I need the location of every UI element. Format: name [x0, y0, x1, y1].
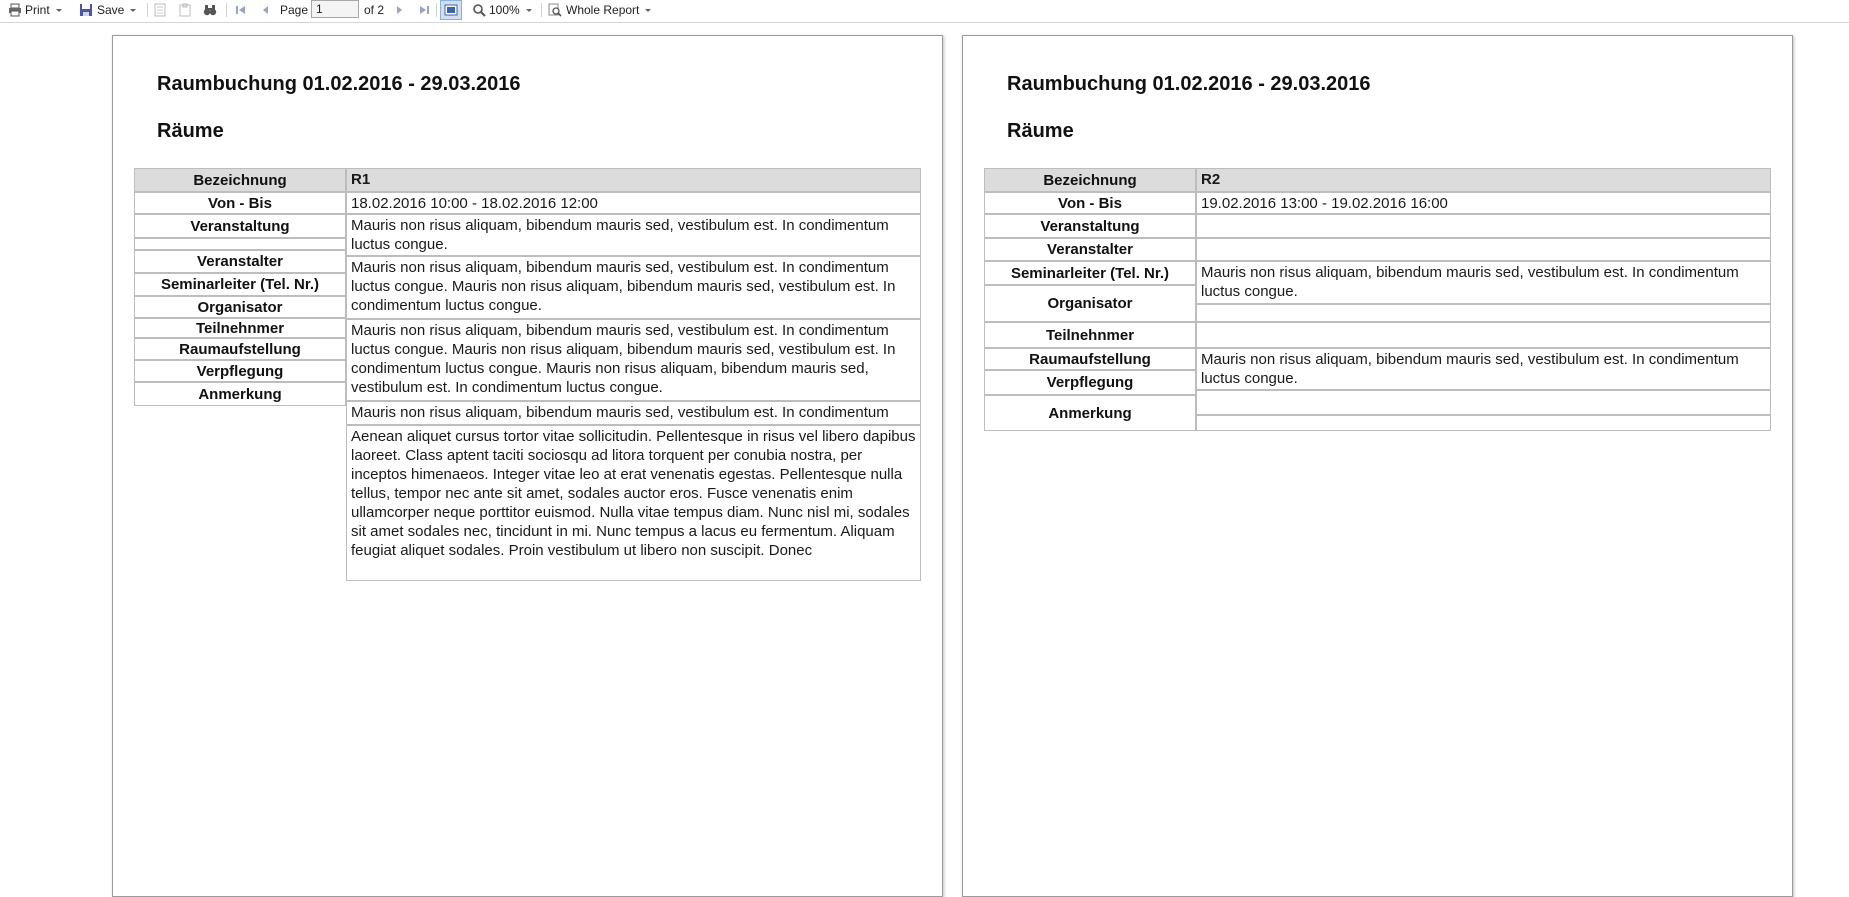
- value-von-bis: 18.02.2016 10:00 - 18.02.2016 12:00: [346, 192, 921, 214]
- search-document-icon: [548, 3, 562, 17]
- printer-icon: [8, 3, 22, 17]
- save-button[interactable]: [79, 1, 136, 19]
- label-veranstalter: Veranstalter: [984, 238, 1196, 261]
- magnifier-icon: [472, 3, 486, 17]
- floppy-disk-icon: [79, 3, 93, 17]
- label-bezeichnung: Bezeichnung: [134, 168, 346, 192]
- page-count: of 2: [364, 3, 385, 17]
- last-page-button[interactable]: [417, 1, 431, 19]
- label-teilnehmer: Teilnehnmer: [984, 322, 1196, 348]
- last-page-icon: [417, 3, 431, 17]
- label-veranstaltung: Veranstaltung: [984, 214, 1196, 238]
- label-seminarleiter: Seminarleiter (Tel. Nr.): [984, 261, 1196, 285]
- view-mode-label: Whole Report: [566, 3, 640, 17]
- value-teilnehmer: [1196, 322, 1771, 348]
- toolbar-divider: [226, 3, 227, 17]
- label-organisator: Organisator: [134, 296, 346, 318]
- toolbar-divider: [541, 3, 542, 17]
- zoom-value: 100%: [489, 3, 520, 17]
- value-verpflegung: [1196, 390, 1771, 415]
- page-view-icon: [444, 3, 458, 17]
- toolbar-divider: [436, 3, 437, 17]
- find-button[interactable]: [203, 1, 217, 19]
- chevron-left-icon: [259, 3, 273, 17]
- report-page-2: [962, 35, 1793, 897]
- view-mode-dropdown[interactable]: [548, 1, 651, 19]
- print-button[interactable]: [8, 1, 62, 19]
- document-icon: [153, 3, 167, 17]
- page-view-toggle-button[interactable]: [440, 0, 462, 20]
- value-anmerkung: [1196, 415, 1771, 431]
- zoom-dropdown[interactable]: [472, 1, 532, 19]
- label-teilnehmer: Teilnehnmer: [134, 318, 346, 338]
- value-raumaufstellung: Mauris non risus aliquam, bibendum mauris sed, vestibulum est. In condimentum luctus congue.: [1196, 348, 1771, 390]
- label-anmerkung: Anmerkung: [984, 395, 1196, 431]
- value-veranstaltung: [1196, 214, 1771, 238]
- value-bezeichnung: R1: [346, 168, 921, 192]
- save-label: Save: [97, 3, 125, 17]
- value-text-3: Mauris non risus aliquam, bibendum mauris sed, vestibulum est. In condimentum luctus congue. Mauris non risus aliquam, bibendum mauris sed, vestibulum est. In condimentum luctus congue. Mauris non risus aliquam, bibendum mauris sed, vestibulum est. In condimentum luctus congue.: [346, 319, 921, 401]
- binoculars-icon: [203, 3, 217, 17]
- print-label: Print: [25, 3, 50, 17]
- first-page-icon: [234, 3, 248, 17]
- report-subtitle: Räume: [157, 120, 224, 142]
- single-page-button[interactable]: [153, 1, 167, 19]
- report-subtitle: Räume: [1007, 120, 1074, 142]
- value-text-4: Mauris non risus aliquam, bibendum mauris sed, vestibulum est. In condimentum: [346, 401, 921, 425]
- page-label: Page: [280, 3, 309, 17]
- report-page-1: [112, 35, 943, 897]
- value-veranstalter: [1196, 238, 1771, 261]
- clipboard-icon: [178, 3, 192, 17]
- label-verpflegung: Verpflegung: [984, 370, 1196, 395]
- report-title: Raumbuchung 01.02.2016 - 29.03.2016: [1007, 73, 1371, 95]
- value-von-bis: 19.02.2016 13:00 - 19.02.2016 16:00: [1196, 192, 1771, 214]
- next-page-button[interactable]: [392, 1, 406, 19]
- toolbar-divider: [147, 3, 148, 17]
- label-verpflegung: Verpflegung: [134, 360, 346, 382]
- value-text-5: Aenean aliquet cursus tortor vitae sollicitudin. Pellentesque in risus vel libero dapibus laoreet. Class aptent taciti sociosqu ad litora torquent per conubia nostra, per inceptos himenaeos. Integer vitae leo at erat venenatis egestas. Pellentesque nulla tellus, tempor nec ante sit amet, sodales auctor eros. Fusce venenatis enim ullamcorper neque porttitor euismod. Nulla vitae tempus diam. Nunc nisl mi, sodales sit amet sodales nec, tincidunt in mi. Nunc tempus a lacus eu fermentum. Aliquam feugiat aliquet sodales. Proin vestibulum ut libero non suscipit. Donec: [346, 425, 921, 581]
- chevron-down-icon: [645, 9, 651, 12]
- label-veranstaltung: Veranstaltung: [134, 214, 346, 238]
- value-organisator: [1196, 304, 1771, 322]
- chevron-down-icon: [56, 9, 62, 12]
- label-bezeichnung: Bezeichnung: [984, 168, 1196, 192]
- page-number-input[interactable]: [311, 0, 359, 18]
- value-seminarleiter: Mauris non risus aliquam, bibendum mauris sed, vestibulum est. In condimentum luctus congue.: [1196, 261, 1771, 304]
- previous-page-button[interactable]: [259, 1, 273, 19]
- label-von-bis: Von - Bis: [984, 192, 1196, 214]
- report-title: Raumbuchung 01.02.2016 - 29.03.2016: [157, 73, 521, 95]
- label-organisator: Organisator: [984, 285, 1196, 322]
- chevron-down-icon: [526, 9, 532, 12]
- label-raumaufstellung: Raumaufstellung: [134, 338, 346, 360]
- value-text-1: Mauris non risus aliquam, bibendum mauris sed, vestibulum est. In condimentum luctus congue.: [346, 214, 921, 256]
- chevron-right-icon: [392, 3, 406, 17]
- label-empty: [134, 238, 346, 250]
- label-von-bis: Von - Bis: [134, 192, 346, 214]
- report-viewer-toolbar: [0, 0, 1849, 23]
- clipboard-button[interactable]: [178, 1, 192, 19]
- label-veranstalter: Veranstalter: [134, 250, 346, 273]
- label-seminarleiter: Seminarleiter (Tel. Nr.): [134, 273, 346, 296]
- chevron-down-icon: [130, 9, 136, 12]
- label-anmerkung: Anmerkung: [134, 382, 346, 406]
- value-bezeichnung: R2: [1196, 168, 1771, 192]
- first-page-button[interactable]: [234, 1, 248, 19]
- label-raumaufstellung: Raumaufstellung: [984, 348, 1196, 370]
- value-text-2: Mauris non risus aliquam, bibendum mauris sed, vestibulum est. In condimentum luctus congue. Mauris non risus aliquam, bibendum mauris sed, vestibulum est. In condimentum luctus congue.: [346, 256, 921, 319]
